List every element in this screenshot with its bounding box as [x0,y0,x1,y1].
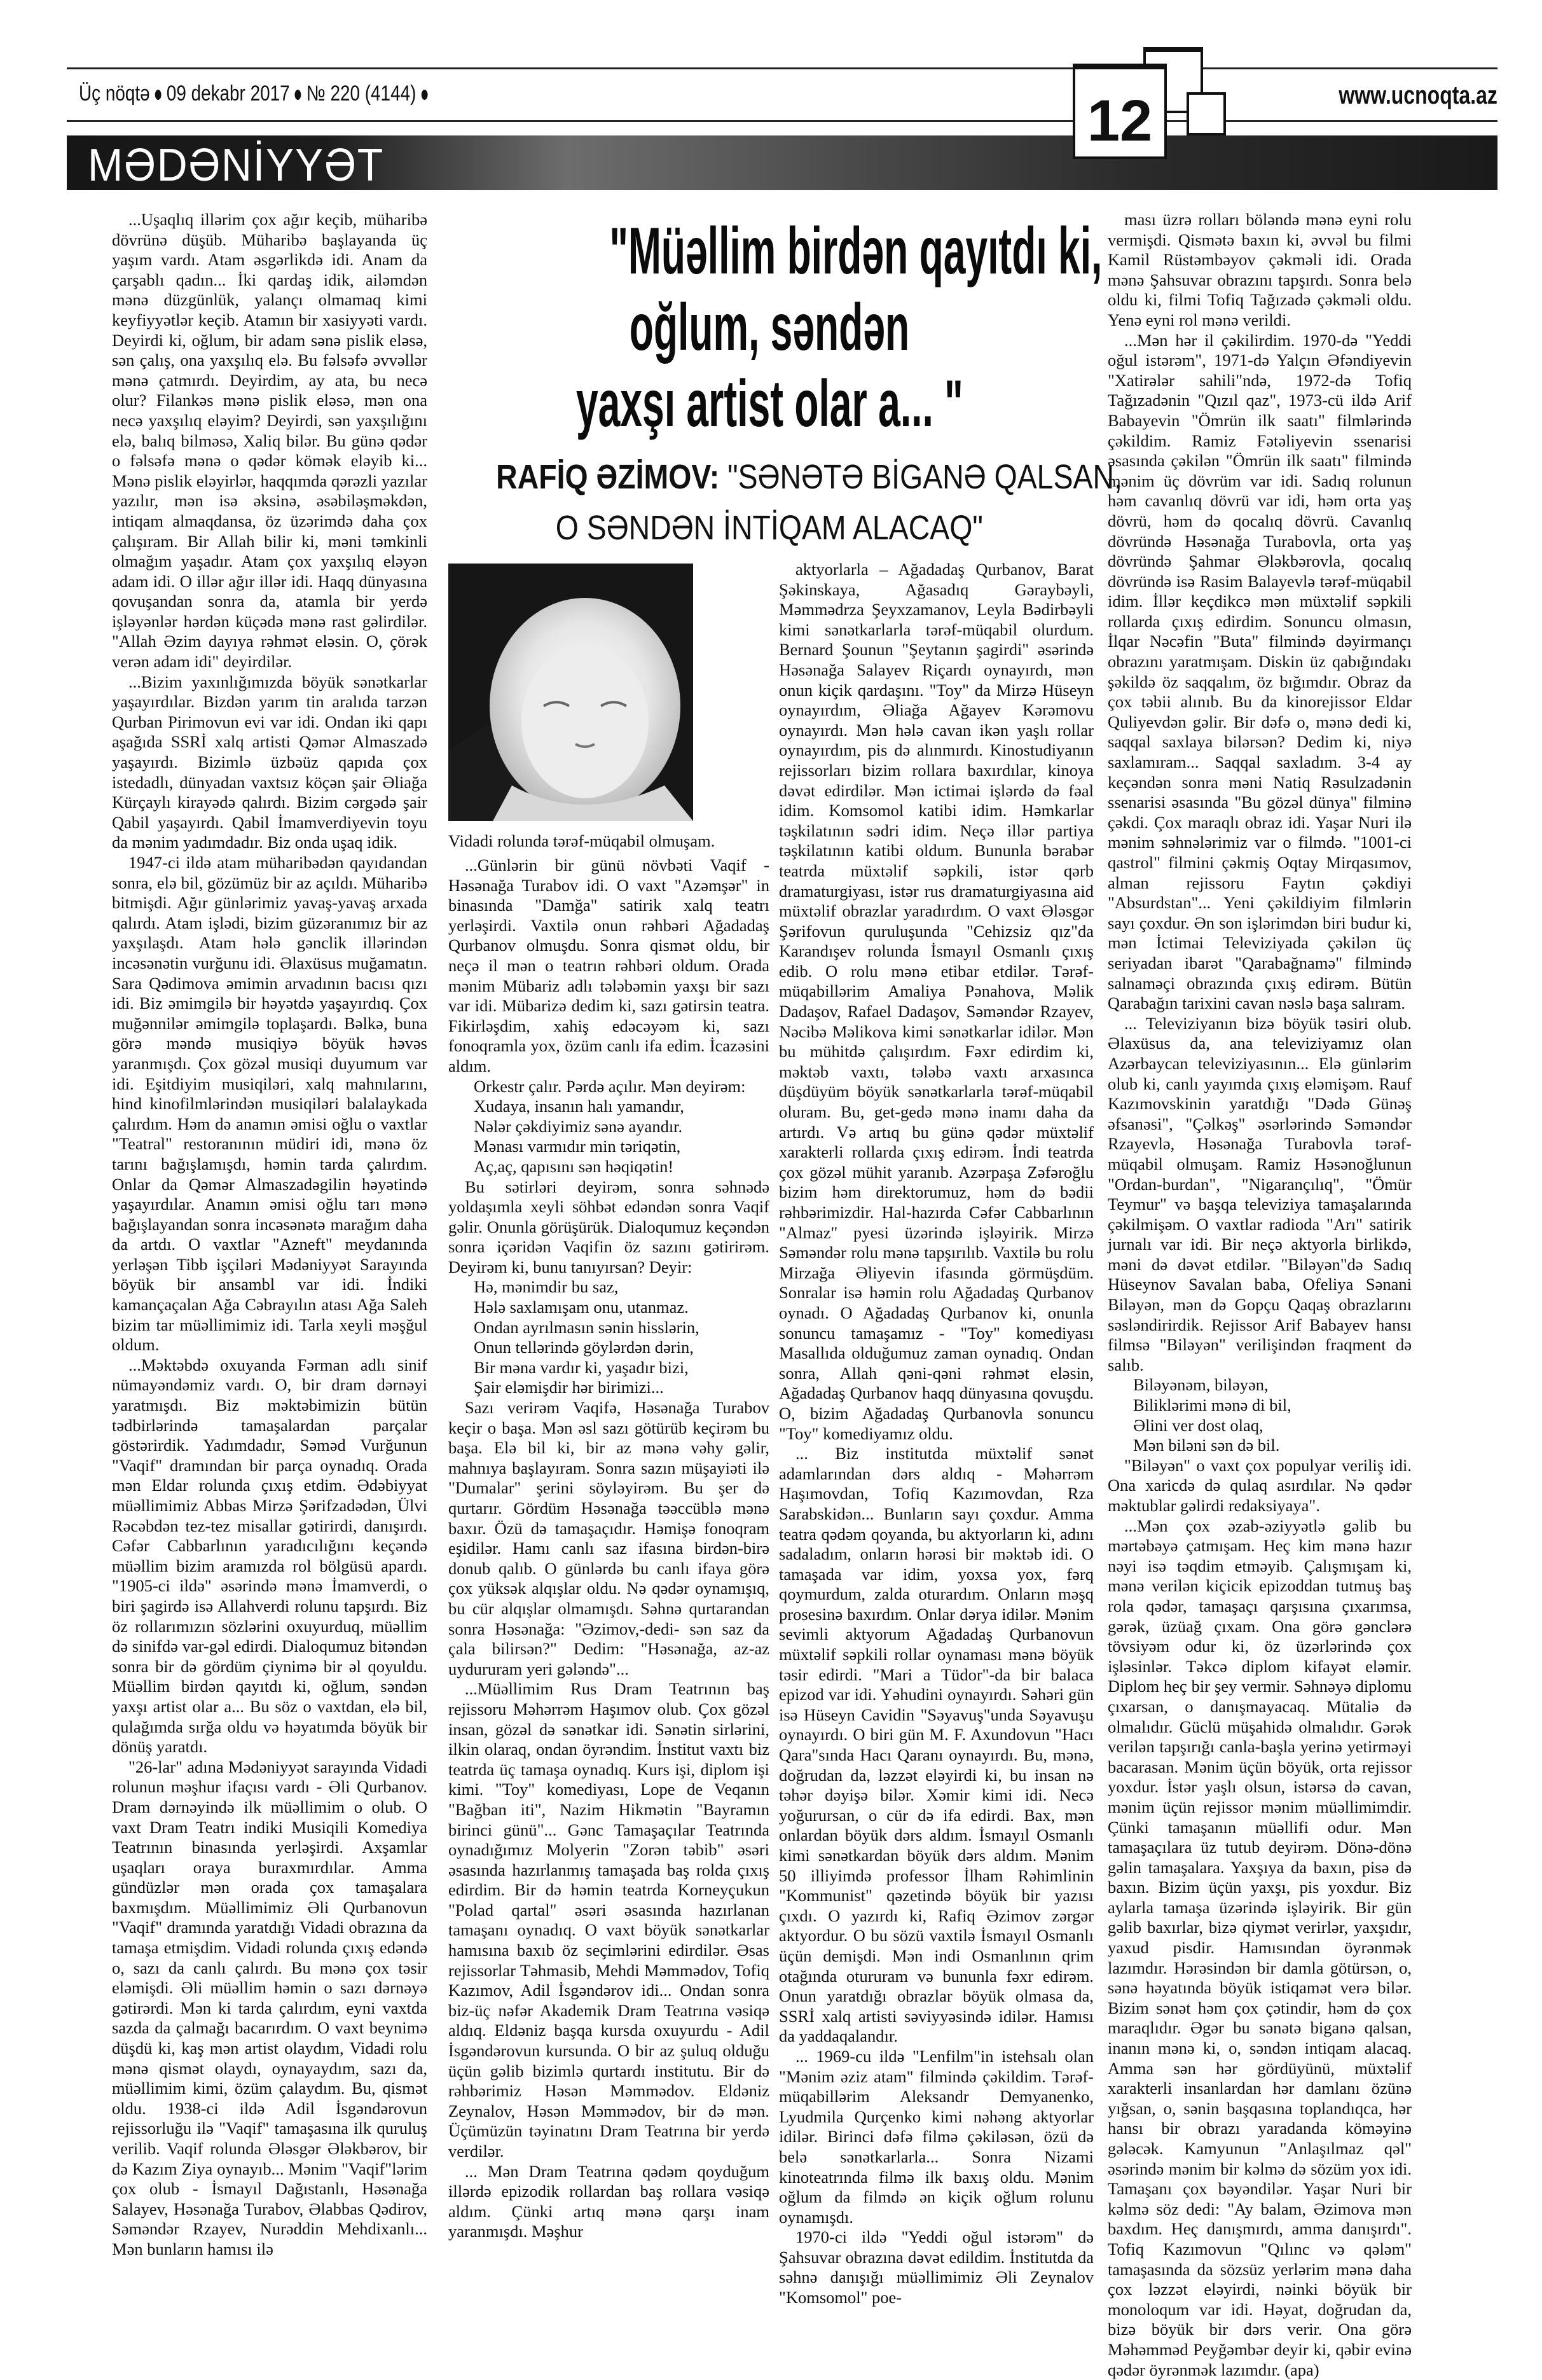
article-paragraph: ...Bizim yaxınlığımızda böyük sənətkarlar yaşayırdılar. Bizdən yarım tin aralıda tarzən Qurban Pirimovun evi var idi. Ondan iki qapı aşağıda SSRİ xalq artisti Qəmər Almaszadə yaşayırdı. Bizimlə üzbəüz qapıda çox istedadlı, dünyadan vaxtsız köçən şair Əliağa Kürçaylı kirayədə qalırdı. Bizim cərgədə şair Qabil yaşayırdı. Qabil İmamverdiyevin toyu da mənim yadımdadır. Biz onda uşaq idik. [112,672,427,852]
subheadline: RAFİQ ƏZİMOV: "SƏNƏTƏ BİGANƏ QALSAN, [496,458,1122,496]
verse-line: Mənası varmıdır min təriqətin, [474,1137,681,1156]
subheadline: O SƏNDƏN İNTİQAM ALACAQ" [555,509,984,547]
verse-block [448,1277,769,1398]
verse-line: Bir məna vardır ki, yaşadır bizi, [474,1357,689,1377]
verse-line: Nələr çəkdiyimiz sənə ayandır. [474,1116,683,1136]
top-rule [67,67,1497,69]
verse-line: Şair eləmişdir hər birimizi... [474,1378,664,1397]
verse-line: Xudaya, insanın halı yamandır, [474,1097,684,1116]
bullet-icon [155,90,162,100]
article-paragraph: "26-lar" adına Mədəniyyət sarayında Vidadi rolunun məşhur ifaçısı vardı - Əli Qurbanov. Dram dərnəyində ilk müəllimim o olub. O vaxt Dram Teatrı indiki Musiqili Komediya Teatrının binasında yerləşirdi. Axşamlar uşaqları oraya buraxmırdılar. Amma gündüzlər mən orada çox tamaşalara baxmışdım. Müəllimimiz Əli Qurbanovun "Vaqif" dramında yaratdığı Vidadi obrazına da tamaşa etmişdim. Vidadi rolunda çıxış edəndə o, sazı da canlı çalırdı. Bu mənə çox təsir eləmişdi. Əli müəllim həmin o sazı dərnəyə gətirərdi. Mən ki tarda çalırdım, eyni vaxtda sazda da çalmağı bacarırdım. O vaxt beynimə düşdü ki, kaş mən artist olaydım, Vidadi rolu mənə qismət olaydı, oynayaydım, sazı da, müəllimim kimi, özüm çalaydım. Bu, qismət oldu. 1938-ci ildə Adil İsgəndərovun rejissorluğu ilə "Vaqif" tamaşasına ilk quruluş verilib. Vaqif rolunda Ələsgər Ələkbərov, bir də Kazım Ziya oynayıb... Mənim "Vaqif"lərim çox olub - İsmayıl Dağıstanlı, Həsənağa Salayev, Həsənağa Turabov, Əlabbas Qədirov, Səməndər Rzayev, Nurəddin Mehdixanlı... Mən bunların hamısı ilə [112,1757,427,2259]
article-column-3 [779,560,1094,2308]
verse-line: Onun tellərində göylərdən dərin, [474,1338,694,1357]
verse-line: Aç,aç, qapısını sən həqiqətin! [474,1156,674,1176]
article-paragraph: "Biləyən" o vaxt çox populyar veriliş idi. Ona xaricdə də qulaq asırdılar. Nə qədər məktublar gəlirdi redaksiyaya". [1108,1455,1412,1515]
verse-line: Əlini ver dost olaq, [1133,1415,1263,1435]
verse-line: Biliklərimi mənə di bil, [1133,1395,1291,1415]
article-paragraph: ması üzrə rolları böləndə mənə eyni rolu vermişdi. Qismətə baxın ki, əvvəl bu filmi Kamil Rüstəmbəyov çəkməli idi. Orada mənə Şahsuvar obrazını tapşırdı. Sonra belə oldu ki, filmi Tofiq Tağızadə çəkməli oldu. Yenə eyni rol mənə verildi. [1108,210,1412,329]
article-paragraph: Bu sətirləri deyirəm, sonra səhnədə yoldaşımla xeyli söhbət edəndən sonra Vaqif gəlir. Onunla görüşürük. Dialoqumuz keçəndən sonra içəridən Vaqifin öz sazını gətirirəm. Deyirəm ki, bunu tanıyırsan? Deyir: [448,1177,769,1276]
article-column-2 [448,855,769,2242]
verse-block [448,1077,769,1177]
bullet-icon [295,90,301,100]
headline-line: oğlum, səndən [629,291,910,364]
article-paragraph: ... Televiziyanın bizə böyük təsiri olub. Əlaxüsus da, ana televiziyamız olan Azərbaycan televiziyasının... Elə günlərim olub ki, canlı yayımda çıxış eləmişəm. Rauf Kazımovskinin yaratdığı "Dədə Günəş əfsanəsi", "Çəlkəş" əsərlərində Səməndər Rzayevlə, Həsənağa Turabovla tərəf-müqabil olmuşam. Ramiz Həsənoğlunun "Ordan-burdan", "Nigarançılıq", "Ömür Teymur" və başqa televiziya tamaşalarında çəkilmişəm. O vaxtlar radioda "Arı" satirik jurnalı var idi. Bir neçə aktyorla birlikdə, məni də dəvət etdilər. "Biləyən"də Sadıq Hüseynov Savalan baba, Ofeliya Sənani Biləyən, mən də Gopçu Qaqaş obrazlarını səsləndirirdik. Rejissor Arif Babayev hansı filmsə "Biləyən" verilişindən fraqment də salıb. [1108,1013,1412,1374]
article-paragraph: ...Uşaqlıq illərim çox ağır keçib, müharibə dövrünə düşüb. Müharibə başlayanda üç yaşım vardı. Atam əsgərlikdə idi. Anam da çarşablı qadın... İki qardaş idik, ailəmdən mənə düzgünlük, yalançı olmamaq kimi keyfiyyətlər keçib. Atamın bir xasiyyəti vardı. Deyirdi ki, oğlum, bir adam sənə pislik eləsə, sən çalış, ona yaxşılıq elə. Bu fəlsəfə əvvəllər mənə çatmırdı. Deyirdim, ay ata, bu necə olur? Filankəs mənə pislik eləsə, mən ona necə yaxşılıq eləyim? Deyirdi, sən yaxşılığını elə, balıq bilməsə, Xaliq bilər. Bu günə qədər o fəlsəfə mənə o qədər kömək eləyib ki... Mənə pislik eləyirlər, haqqımda qərəzli yazılar yazılır, mən isə əksinə, əsəbiləşməkdən, intiqam almaqdansa, öz üzərimdə daha çox çalışıram. Bir Allah bilir ki, məni təmkinli olmağım yaşadır. Atam çox yaxşılıq eləyən adam idi. O illər ağır illər idi. Haqq dünyasına qovuşandan sonra da, atamla bir yerdə işləyənlər hərdən küçədə mənə rast gəlirdilər. "Allah Əzim dayıya rəhmət eləsin. O, çörək verən adam idi" deyirdilər. [112,210,427,672]
masthead-info [79,81,433,106]
photo-caption: Vidadi rolunda tərəf-müqabil olmuşam. [448,831,715,850]
issue-date: 09 dekabr 2017 [166,81,290,106]
headline-line: yaxşı artist olar a... " [575,367,963,441]
verse-line: Orkestr çalır. Pərdə açılır. Mən deyirəm: [474,1076,746,1096]
verse-line: Hə, mənimdir bu saz, [474,1277,619,1297]
article-paragraph: 1970-ci ildə "Yeddi oğul istərəm" də Şahsuvar obrazına dəvət edildim. İnstitutda da səhnə danışığı müəllimimiz Əli Zeynalov "Komsomol" poe- [779,2227,1094,2307]
interviewee-name: RAFİQ ƏZİMOV: [496,458,720,496]
section-title: MƏDƏNİYYƏT [88,140,385,191]
article-paragraph: ...Günlərin bir günü növbəti Vaqif - Həsənağa Turabov idi. O vaxt "Azəmşər" in binasında "Damğa" satirik xalq teatrı yerləşirdi. Vaxtilə onun rəhbəri Ağadadaş Qurbanov olmuşdu. Sonra qismət oldu, bir neçə il mən o teatrın rəhbəri oldum. Orada mənim Mübariz adlı tələbəmin yaxşı bir sazı var idi. Mübarizə dedim ki, sazı gətirsin teatra. Fikirləşdim, xahiş edəcəyəm ki, sazı fonoqramla yox, özüm canlı ifa edim. İcazəsini aldım. [448,855,769,1076]
article-paragraph: Sazı verirəm Vaqifə, Həsənağa Turabov keçir o başa. Mən əsl sazı götürüb keçirəm bu başa. Elə bil ki, bir az mənə vəhy gəlir, mahnıya başlayıram. Sonra sazın müşayiəti ilə "Dumalar" şerini söyləyirəm. Bu şer də qurtarır. Gördüm Həsənağa təəccüblə mənə baxır. Özü də tamaşaçıdır. Həmişə fonoqram eşidilər. Hamı canlı saz ifasına birdən-birə donub qalıb. O günlərdə bu canlı ifaya görə çox yüksək alqışlar oldu. Nə qədər oynamışıq, bu cür alqışlar olmamışdı. Səhnə qurtarandan sonra Həsənağa: "Əzimov,-dedi- sən saz da çala bilirsən?" Dedim: "Həsənağa, az-az uydururam yeri gələndə"... [448,1398,769,1678]
page-logo-square-small [1187,92,1226,135]
bullet-icon [422,90,428,100]
article-paragraph: ...Müəllimim Rus Dram Teatrının baş rejissoru Məhərrəm Haşımov olub. Çox gözəl insan, gözəl də sənətkar idi. Sənətin sirlərini, ilkin olaraq, ondan öyrəndim. İnstitut vaxtı biz teatrda üç tamaşa oynadıq. Kurs işi, diplom işi kimi. "Toy" komediyası, Lope de Veqanın "Bağban iti", Nazim Hikmətin "Bayramın birinci günü"... Gənc Tamaşaçılar Teatrında oynadığımız Molyerin "Zorən təbib" əsəri əsasında hazırlanmış tamaşada baş rolda çıxış edirdim. Bir də həmin teatrda Korneyçukun "Polad qartal" əsəri əsasında hazırlanan tamaşanı oynadıq. O vaxt böyük sənətkarlar hamısına baxıb öz seçimlərini edirdilər. Əsas rejissorlar Təhmasib, Mehdi Məmmədov, Tofiq Kazımov, Adil İsgəndərov idi... Ondan sonra biz-üç nəfər Akademik Dram Teatrına vəsiqə aldıq. Eldəniz başqa kursda oxuyurdu - Adil İsgəndərovun kursunda. O bir az şuluq olduğu üçün gəlib bizimlə qurtardı institutu. Bir də rəhbərimiz Həsən Məmmədov. Eldəniz Zeynalov, Həsən Məmmədov, bir də mən. Üçümüzün təyinatını Dram Teatrına bir yerdə verdilər. [448,1679,769,2161]
issue-number: № 220 (4144) [306,81,416,106]
verse-line: Ondan ayrılmasın sənin hisslərin, [474,1317,699,1337]
headline-line: "Müəllim birdən qayıtdı ki, [609,214,1103,288]
verse-line: Mən biləni sən də bil. [1133,1436,1280,1455]
paper-name: Üç nöqtə [79,81,150,106]
verse-line: Hələ saxlamışam onu, utanmaz. [474,1297,689,1317]
article-paragraph: ...Mən hər il çəkilirdim. 1970-də "Yeddi oğul istərəm", 1971-də Yalçın Əfəndiyevin "Xatirələr sahili"ndə, 1972-də Tofiq Tağızadənin "Qızıl qaz", 1973-cü ildə Arif Babayevin "Ömrün ilk saatı" filmlərində çəkildim. Ramiz Fətəliyevin ssenarisi əsasında çəkilən "Ömrün ilk saatı" filmində mənim üç dövrüm var idi. Sadıq rolunun həm cavanlıq dövrü var idi, həm orta yaş dövrü, həm də qocalıq dövrü. Cavanlıq dövründə Həsənağa Turabovla, orta yaş dövründə Şahmar Ələkbərovla, qocalıq dövründə isə Rasim Balayevlə tərəf-müqabil idim. İllər keçdikcə mən müxtəlif səpkili rollarda çıxış edirdim. Sonuncu olmasın, İlqar Nəcəfin "Buta" filmində dəyirmançı obrazını yaratmışam. Diskin üz qabığındakı şəkildə öz saqqalım, öz bığımdır. Obraz da çox təbii alınıb. Bu da kinorejissor Eldar Quliyevdən gəlir. Bir dəfə o, mənə dedi ki, saqqal saxlaya bilərsən? Dedim ki, niyə saxlamıram... Saqqal saxladım. 3-4 ay keçəndən sonra məni Natiq Rəsulzadənin ssenarisi əsasında "Bu gözəl dünya" filminə çəkdi. Çox maraqlı obraz idi. Yaşar Nuri ilə mənim səhnələrimiz var o filmdə. "1001-ci qastrol" filmini çəkmiş Oqtay Mirqasımov, alman rejissoru Faytın çəkdiyi "Absurdstan"... Yeni çəkildiyim filmlərin sayı çoxdur. Ən son işlərimdən biri budur ki, mən İctimai Televiziyada çəkilən üç seriyadan ibarət "Qarabağnamə" filmində salnaməçi obrazında çıxış edirəm. Bütün Qarabağın tarixini cavan nəslə başa salıram. [1108,330,1412,1013]
article-paragraph: ... Biz institutda müxtəlif sənət adamlarından dərs aldıq - Məhərrəm Haşımovdan, Tofiq Kazımovdan, Rza Sarabskidən... Bunların sayı çoxdur. Amma teatra qədəm qoyanda, bu aktyorların ki, adını sadaladım, onların hərəsi bir məktəb idi. O tamaşada var idim, yoxsa yox, fərq qoymurdum, zalda oturardım. Onların məşq prosesinə baxırdım. Onlar dərya idilər. Mənim sevimli aktyorum Ağadadaş Qurbanovun müxtəlif səpkili rollar oynaması mənə böyük təsir edirdi. "Mari a Tüdor"-da bir balaca epizod var idi. Yəhudini oynayırdı. Səhəri gün isə Hüseyn Cavidin "Səyavuş"unda Səyavuşu oynayırdı. O biri gün M. F. Axundovun "Hacı Qara"sında Hacı Qaranı oynayırdı. Bu, mənə, doğrudan da, ləzzət eləyirdi ki, bu insan nə təhər dəyişə bilər. Xəmir kimi idi. Necə yoğurursan, o cür də ifa edirdi. Bax, mən onlardan böyük dərs aldım. İsmayıl Osmanlı kimi sənətkardan böyük dərs aldım. Mənim 50 illiyimdə professor İlham Rəhimlinin "Kommunist" qəzetində böyük bir yazısı çıxdı. O yazırdı ki, Rafiq Əzimov zərgər aktyordur. O bu sözü vaxtilə İsmayıl Osmanlı üçün demişdi. Mən indi Osmanlının qrim otağında otururam və bununla fəxr edirəm. Onun yaratdığı obrazlar böyük olmasa da, SSRİ xalq artisti səviyyəsində idilər. Hamısı da yaddaqalandır. [779,1444,1094,2046]
article-paragraph: ... Mən Dram Teatrına qədəm qoyduğum illərdə epizodik rollardan baş rollara vəsiqə aldım. Çünki artıq mənə qarşı inam yaranmışdı. Məşhur [448,2161,769,2241]
verse-block [1108,1375,1412,1455]
article-paragraph: ...Məktəbdə oxuyanda Fərman adlı sinif nümayəndəmiz vardı. O, bir dram dərnəyi yaratmışdı. Biz məktəbimizin bütün tədbirlərində tamaşalardan parçalar göstərirdik. Yadımdadır, Səməd Vurğunun "Vaqif" dramından bir parça oynadıq. Orada mən Eldar rolunda çıxış etdim. Ədəbiyyat müəllimimiz Abbas Mirzə Şərifzadədən, Ülvi Rəcəbdən tez-tez misallar gətirirdi, danışırdı. Cəfər Cabbarlının yaradıcılığını keçəndə müəllim bizim aramızda rol bölgüsü apardı. "1905-ci ildə" əsərində mənə İmamverdi, o biri şagirdə isə Allahverdi rolunu tapşırdı. Biz öz rollarımızın sözlərini oxuyurduq, müəllim də sinifdə var-gəl edirdi. Dialoqumuz bitəndən sonra bir də gördüm çiynimə bir əl qoyuldu. Müəllim birdən qayıtdı ki, oğlum, səndən yaxşı artist olar a... Bu söz o vaxtdan, elə bil, qulağımda sırğa oldu və həyatımda böyük bir dönüş yaratdı. [112,1355,427,1757]
article-paragraph: ...Mən çox əzab-əziyyətlə gəlib bu mərtəbəyə çatmışam. Heç kim mənə hazır nəyi isə təqdim etməyib. Çalışmışam ki, mənə verilən kiçicik epizoddan tutmuş baş rola qədər, tamaşaçı qarşısına çıxarımsa, gərək, üzüağ çıxam. Ona görə gənclərə tövsiyəm odur ki, öz üzərlərində çox işləsinlər. Təkcə diplom kifayət eləmir. Diplom heç bir şey vermir. Səhnəyə diplomu çıxarsan, o danışmayacaq. Mütaliə də olmalıdır. Güclü müşahidə olmalıdır. Gərək verilən tapşırığı canla-başla yerinə yetirməyi bacarasan. Mənim üçün böyük, orta rejissor yoxdur. İstər yaşlı olsun, istərsə də cavan, mənim üçün rejissor mənim müəllimimdir. Çünki tamaşanın müəllifi odur. Mən tamaşaçılara üz tutub deyirəm. Dönə-dönə gəlin tamaşalara. Yaxşıya da baxın, pisə də baxın. Bizim üçün yaxşı, pis yoxdur. Biz aylarla tamaşa üzərində işləyirik. Bir gün gəlib baxırlar, bizə qiymət verirlər, yaxşıdır, yaxud pisdir. Hamısından öyrənmək lazımdır. Hərəsindən bir damla götürsən, o, sənə həyatında böyük istiqamət verə bilər. Bizim sənət həm çox çətindir, həm də çox maraqlıdır. Əgər bu sənətə biganə qalsan, inanın mənə ki, o, səndən intiqam alacaq. Amma sən hər gördüyünü, müxtəlif xarakterli insanlardan hər damlanı özünə yığsan, o, sənin başqasına toplandıqca, hər hansı bir obrazı yaradanda köməyinə gələcək. Kamyunun "Anlaşılmaz qəl" əsərində mənim bir kəlmə də sözüm yox idi. Tamaşanı çox bəyəndilər. Yaşar Nuri bir kəlmə söz dedi: "Ay balam, Əzimova mən baxdım. Heç danışmırdı, amma danışırdı". Tofiq Kazımovun "Qılınc və qələm" tamaşasında da sözsüz yerlərim mənə daha çox ləzzət eləyirdi, nəinki böyük bir monoloqum var idi. Həyat, doğrudan da, bizə böyük bir dərs verir. Ona görə Məhəmməd Peyğəmbər deyir ki, qəbir evinə qədər öyrənmək lazımdır. (apa) [1108,1516,1412,2379]
page-number: 12 [1073,64,1167,159]
website-url: www.ucnoqta.az [1339,81,1497,109]
portrait-photo [448,560,779,827]
verse-line: Biləyənəm, biləyən, [1133,1375,1269,1395]
article-paragraph: ... 1969-cu ildə "Lenfilm"in istehsalı olan "Mənim əziz atam" filmində çəkildim. Tərəf-müqabillərim Aleksandr Demyanenko, Lyudmila Qurçenko kimi nəhəng aktyorlar idilər. Birinci dəfə filmə çəkiləsən, özü də belə sənətkarlarla... Sonra Nizami kinoteatrında filmə ilk baxış oldu. Mənim oğlum da filmdə ən kiçik oğlum rolunu oynamışdı. [779,2046,1094,2227]
article-column-4 [1108,210,1412,2380]
article-paragraph: aktyorlarla – Ağadadaş Qurbanov, Barat Şəkinskaya, Ağasadıq Gəraybəyli, Məmmədrza Şeyxzamanov, Leyla Bədirbəyli kimi sənətkarlarla tərəf-müqabil olurdum. Bernard Şounun "Şeytanın şagirdi" əsərində Həsənağa Salayev Riçardı oynayırdı, mən onun kiçik qardaşını. "Toy" da Mirzə Hüseyn oynayırdım, Əliağa Ağayev Kərəmovu oynayırdı. Mən hələ cavan ikən yaşlı rollar oynayırdım, pis də alınmırdı. Kinostudiyanın rejissorları bizim rollara baxırdılar, kinoya dəvət edirdilər. Mən ictimai işlərdə də fəal idim. Komsomol katibi idim. Həmkarlar təşkilatının sədri idim. Neçə illər partiya təşkilatının katibi oldum. Bununla bərabər teatrda müxtəlif səpkili, istər qərb dramaturgiyası, istər rus dramaturgiyasına aid müxtəlif obrazlar yaradırdım. O vaxt Ələsgər Şərifovun quruluşunda "Cehizsiz qız"da Karandışev rolunda İsmayıl Osmanlı çıxış edib. O rolu mənə etibar etdilər. Tərəf-müqabillərim Amaliya Pənahova, Məlik Dadaşov, Rafael Dadaşov, Səməndər Rzayev, Nəcibə Məlikova kimi sənətkarlar idilər. Mən bu mühitdə çalışırdım. Fəxr edirdim ki, məktəb vaxtı, tələbə vaxtı arxasınca düşdüyüm böyük sənətkarlarla tərəf-müqabil oluram. Bu, get-gedə mənə inamı daha da artırdı. Və artıq bu günə qədər müxtəlif xarakterli rollarda çıxış edirəm. İndi teatrda çox gözəl mühit yaranıb. Azərpaşa Zəfəroğlu bizim həm direktorumuz, həm də bədii rəhbərimizdir. Hal-hazırda Cəfər Cabbarlının "Almaz" pyesi üzərində işləyirik. Mirzə Səməndər rolu mənə tapşırılıb. Vaxtilə bu rolu Mirzağa Əliyevin ifasında görmüşdüm. Sonralar isə həmin rolu Ağadadaş Qurbanov oynadı. O Ağadadaş Qurbanov ki, onunla sonuncu tamaşamız - "Toy" komediyası Masallıda olduğumuz zaman oynadıq. Ondan sonra, Allah qəni-qəni rəhmət eləsin, Ağadadaş Qurbanov haqq dünyasına qovuşdu. O, bizim Ağadadaş Qurbanovla sonuncu "Toy" komediyamız oldu. [779,560,1094,1443]
bottom-rule [67,120,1497,122]
article-column-1 [112,210,427,2260]
article-paragraph: 1947-ci ildə atam müharibədən qayıdandan sonra, elə bil, gözümüz bir az açıldı. Müharibə bitmişdi. Ağır günlərimiz yavaş-yavaş arxada qalırdı. Atam işlədi, bizim güzəranımız bir az yaxşılaşdı. Atam hələ gənclik illərindən incəsənətin vurğunu idi. Əlaxüsus muğamatın. Sara Qədimova əmimin arvadının bacısı qızı idi. Biz əmimgilə bir həyətdə yaşayırdıq. Çox muğənnilər əmimgilə toplaşardı. Bəlkə, buna görə məndə musiqiyə böyük həvəs yaranmışdı. Çox gözəl musiqi duyumum var idi. Eşitdiyim musiqiləri, xalq mahnılarını, hind kinofilmlərindən musiqiləri balalaykada çalırdım. Həm də anamın əmisi oğlu o vaxtlar "Teatral" restoranının müdiri idi, mənə öz tarını bağışlamışdı, həmin tarda çalırdım. Onlar da Qəmər Almaszadəgilin həyətində yaşayırdılar. Anamın əmisi oğlu tarı mənə bağışlayandan sonra incəsənətə marağım daha da artdı. O vaxtlar "Azneft" meydanında yerləşən Tibb işçiləri Mədəniyyət Sarayında böyük bir ansambl var idi. İndiki kamançaçalan Ağa Cəbrayılın atası Ağa Saleh bizim tar müəllimimiz idi. Tarla xeyli məşğul oldum. [112,853,427,1355]
